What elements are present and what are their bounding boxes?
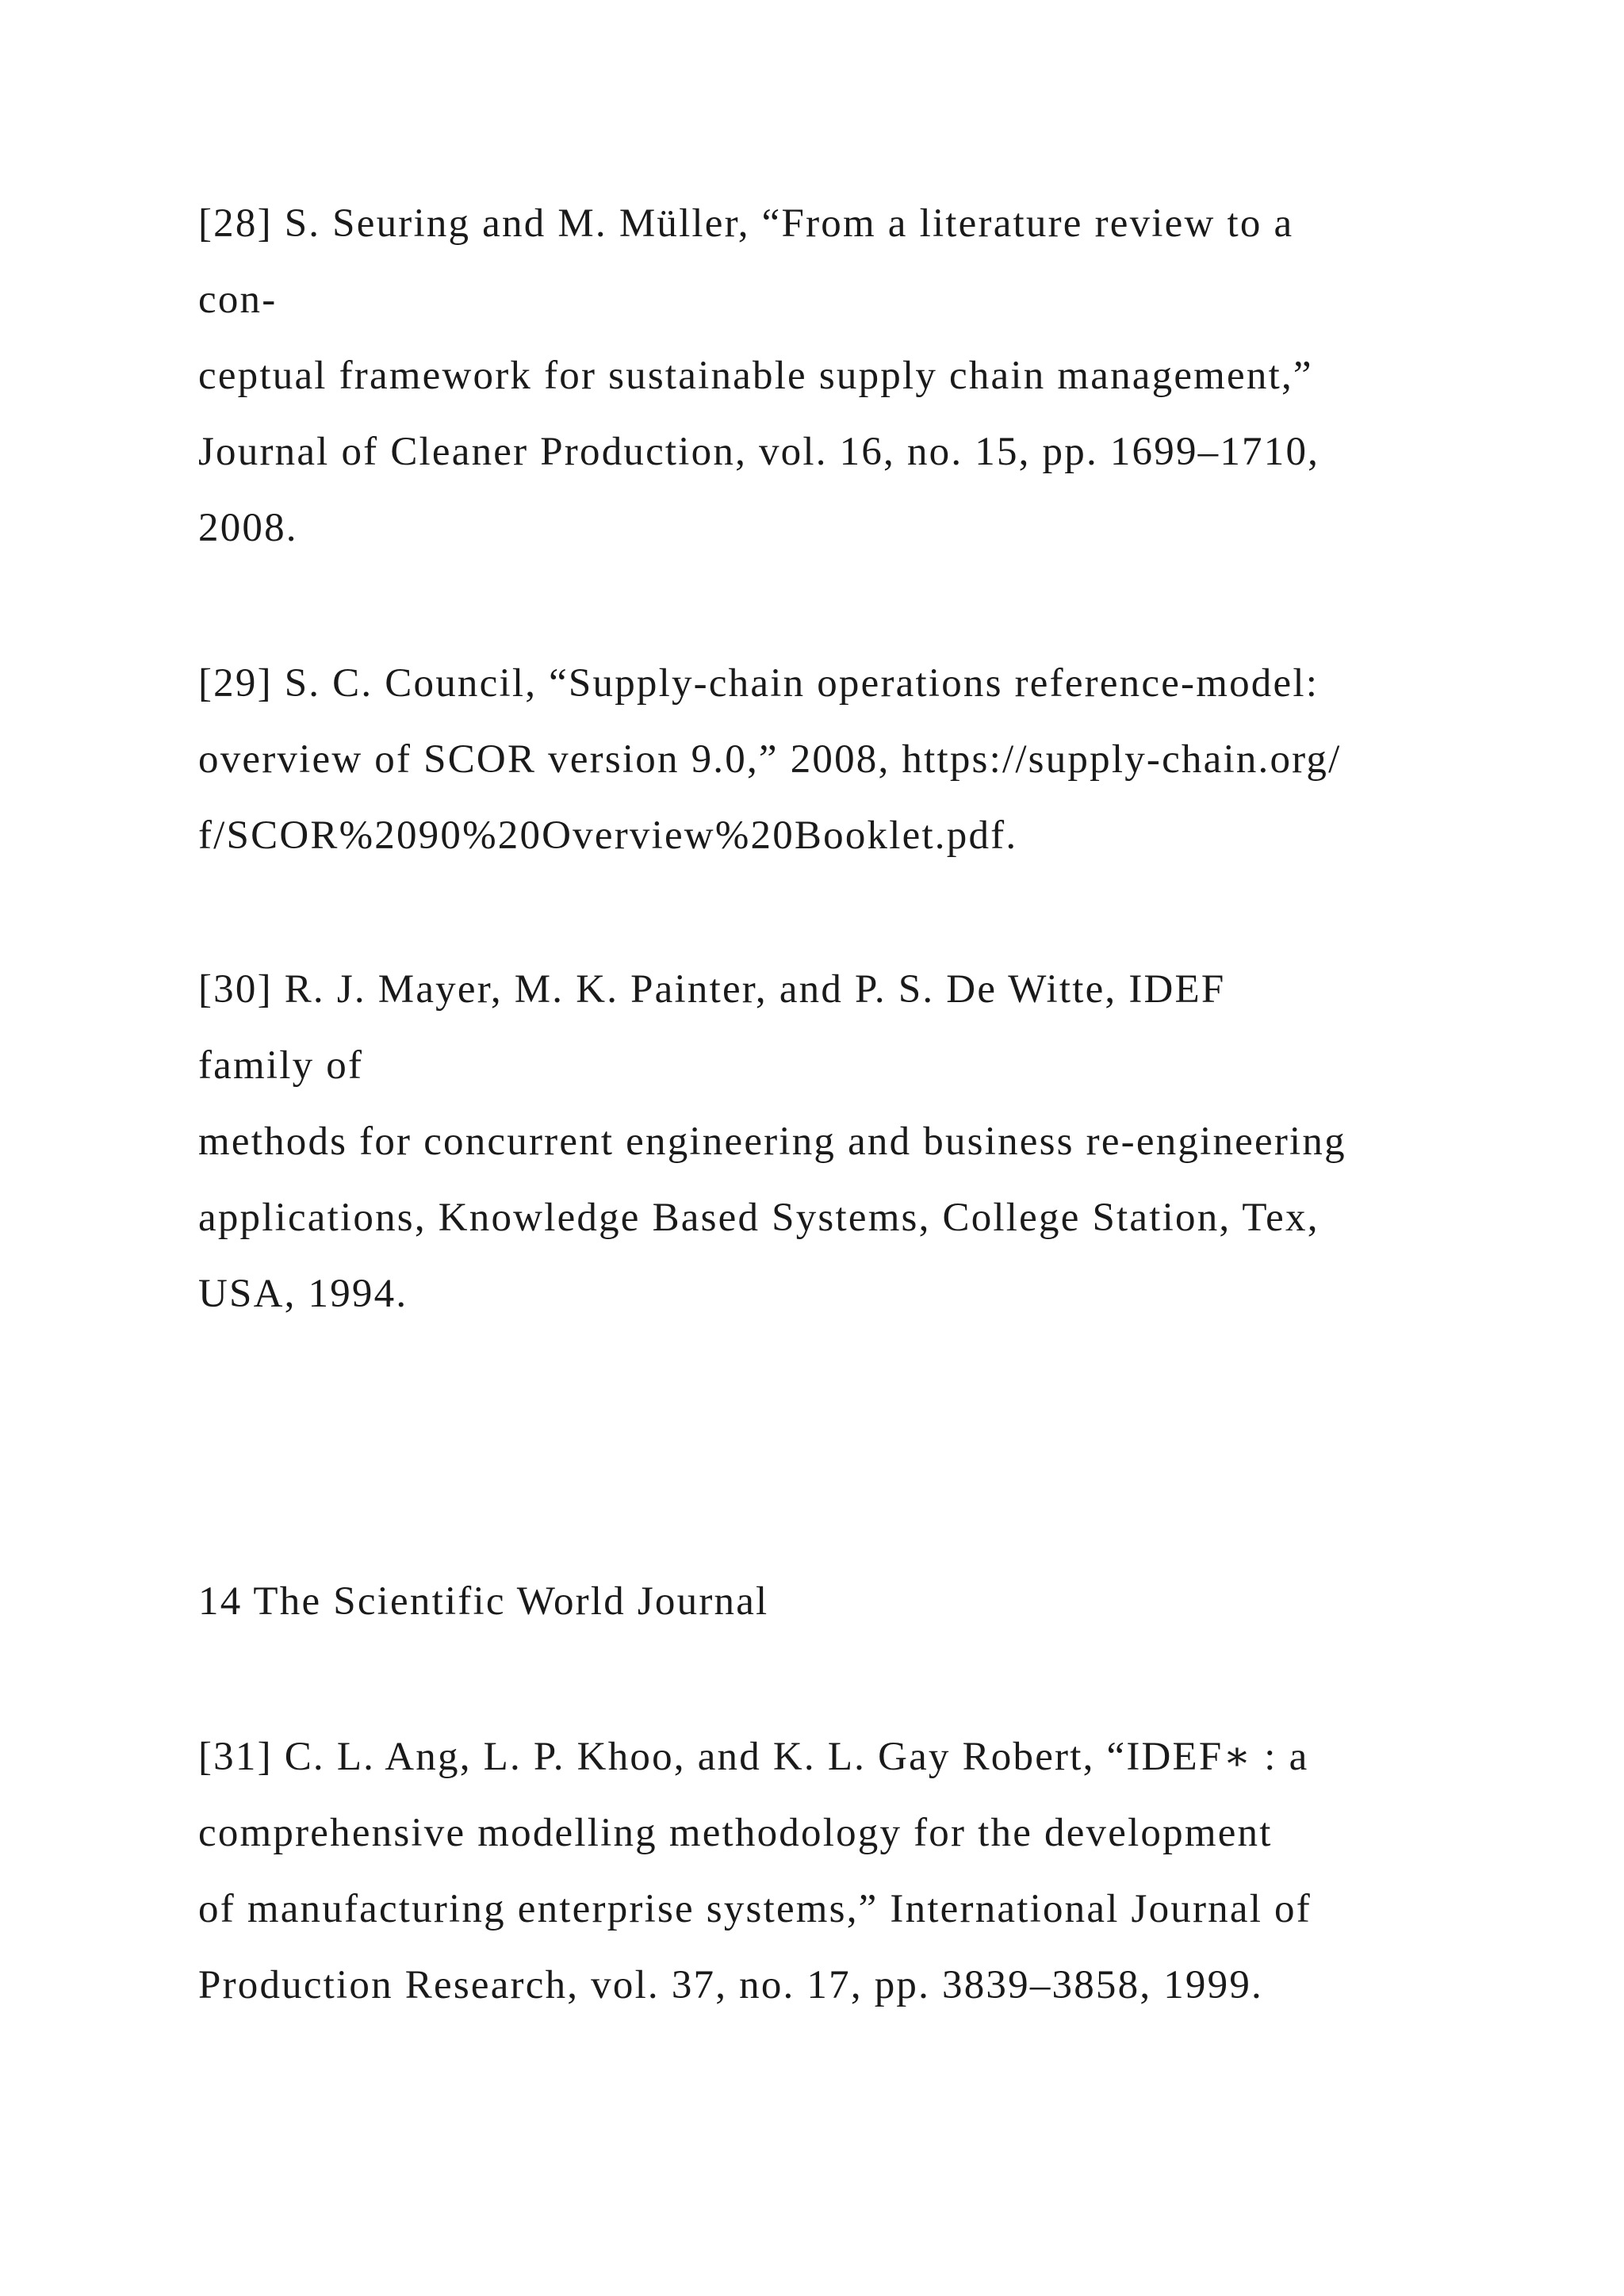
reference-line: USA, 1994.	[198, 1272, 408, 1316]
reference-line: overview of SCOR version 9.0,” 2008, https://supply-chain.org/	[198, 737, 1342, 782]
reference-line: 2008.	[198, 506, 298, 550]
reference-line: applications, Knowledge Based Systems, College Station, Tex,	[198, 1196, 1320, 1240]
reference-line: comprehensive modelling methodology for the development	[198, 1811, 1273, 1855]
reference-line: [30] R. J. Mayer, M. K. Painter, and P. S. De Witte, IDEF	[198, 967, 1226, 1012]
reference-line: [28] S. Seuring and M. Müller, “From a literature review to a	[198, 201, 1294, 246]
reference-line: [29] S. C. Council, “Supply-chain operations reference-model:	[198, 661, 1320, 706]
reference-line: ceptual framework for sustainable supply chain management,”	[198, 354, 1313, 398]
reference-line: Journal of Cleaner Production, vol. 16, no. 15, pp. 1699–1710,	[198, 430, 1320, 474]
running-header	[198, 1563, 1467, 1640]
reference-line: [31] C. L. Ang, L. P. Khoo, and K. L. Gay Robert, “IDEF∗ : a	[198, 1735, 1309, 1779]
reference-29	[198, 645, 1467, 874]
reference-line: of manufacturing enterprise systems,” International Journal of	[198, 1887, 1312, 1931]
reference-line: f/SCOR%2090%20Overview%20Booklet.pdf.	[198, 813, 1018, 858]
reference-31	[198, 1719, 1467, 2023]
reference-line: Production Research, vol. 37, no. 17, pp. 3839–3858, 1999.	[198, 1963, 1263, 2007]
reference-line: con-	[198, 277, 278, 322]
reference-30	[198, 951, 1467, 1332]
reference-line: family of	[198, 1043, 364, 1088]
reference-28	[198, 186, 1467, 566]
running-header-text: 14 The Scientific World Journal	[198, 1579, 769, 1624]
document-page	[198, 0, 1467, 2296]
reference-line: methods for concurrent engineering and business re-engineering	[198, 1119, 1346, 1164]
